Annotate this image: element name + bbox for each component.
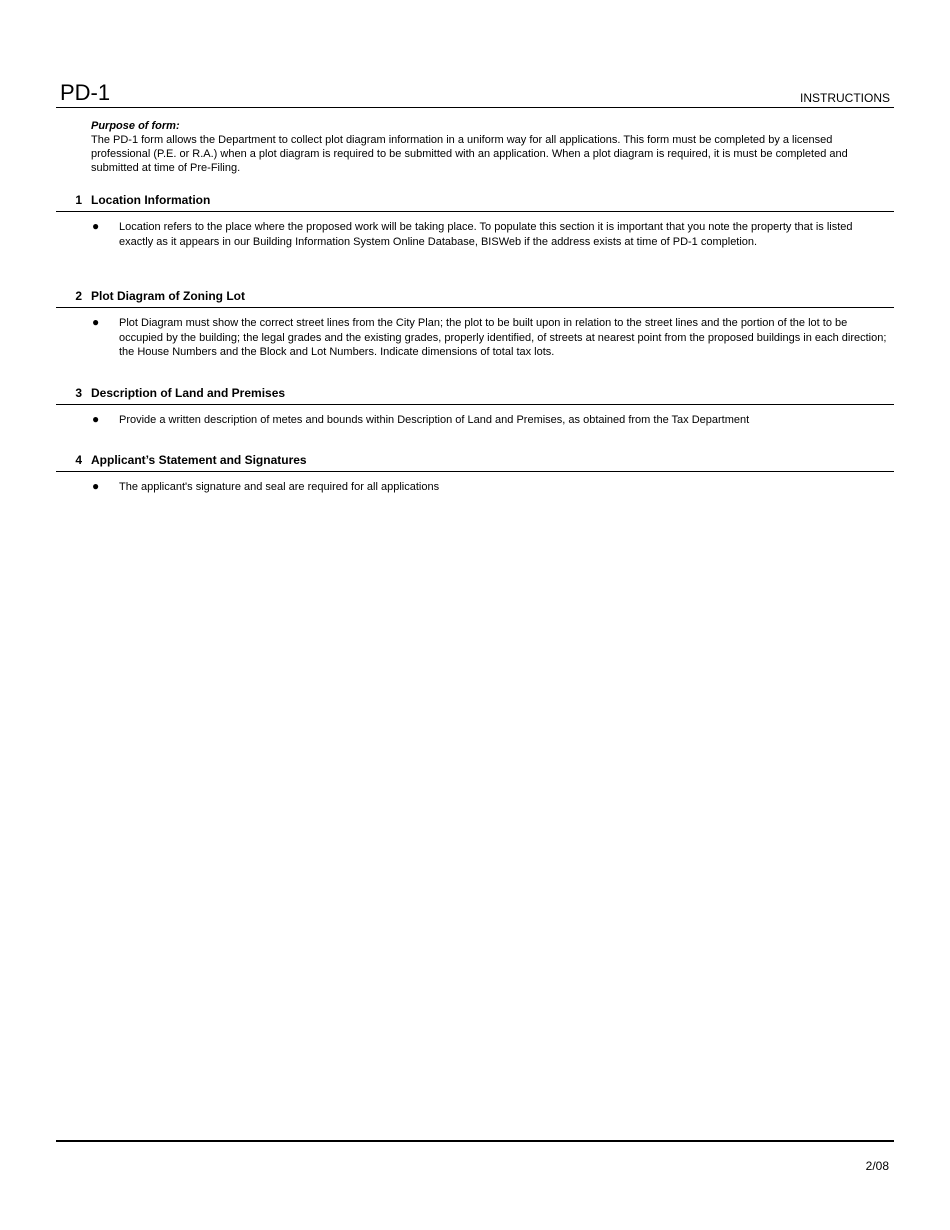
bullet-text: Location refers to the place where the proposed work will be taking place. To populate this section it is important that you note the property that is listed exactly as it appears in our Building Information System Online Database, BISWeb if the address exists at time of PD-1 completion. (119, 221, 853, 248)
section-header (56, 452, 894, 472)
section-number: 3 (75, 386, 82, 400)
bullet-text: Plot Diagram must show the correct street lines from the City Plan; the plot to be built upon in relation to the street lines and the portion of the lot to be occupied by the building; the legal grades and the existing grades, properly identified, of streets at nearest point from the proposed buildings in each direction; the House Numbers and the Block and Lot Numbers. Indicate dimensions of total tax lots. (119, 317, 887, 358)
section-title: Applicant’s Statement and Signatures (91, 453, 307, 467)
footer-divider (56, 1140, 894, 1142)
purpose-block (91, 119, 891, 175)
bullet-text: The applicant's signature and seal are required for all applications (119, 481, 440, 493)
section-description-of-land (56, 385, 894, 428)
purpose-title: Purpose of form: (91, 120, 180, 132)
list-item (56, 220, 894, 249)
bullet-icon: ● (92, 412, 100, 426)
section-title: Location Information (91, 193, 211, 207)
bullet-icon: ● (92, 315, 100, 329)
section-header (56, 192, 894, 212)
section-number: 4 (75, 453, 82, 467)
section-header (56, 385, 894, 405)
form-type-label: INSTRUCTIONS (800, 91, 890, 105)
bullet-icon: ● (92, 479, 100, 493)
section-number: 2 (75, 289, 82, 303)
section-title: Plot Diagram of Zoning Lot (91, 289, 245, 303)
section-location-information (56, 192, 894, 249)
section-plot-diagram (56, 288, 894, 360)
section-applicant-statement (56, 452, 894, 495)
form-id: PD-1 (60, 80, 111, 105)
section-header (56, 288, 894, 308)
bullet-text: Provide a written description of metes and bounds within Description of Land and Premises, as obtained from the Tax Department (119, 414, 750, 426)
page-header (56, 80, 894, 108)
section-number: 1 (75, 193, 82, 207)
bullet-icon: ● (92, 219, 100, 233)
revision-date: 2/08 (865, 1159, 889, 1173)
list-item (56, 413, 894, 428)
purpose-text: The PD-1 form allows the Department to collect plot diagram information in a uniform way for all applications. This form must be completed by a licensed professional (P.E. or R.A.) when a plot diagram is required to be submitted with an application. When a plot diagram is required, it is must be completed and submitted at time of Pre-Filing. (91, 134, 848, 174)
section-title: Description of Land and Premises (91, 386, 286, 400)
list-item (56, 316, 894, 360)
list-item (56, 480, 894, 495)
